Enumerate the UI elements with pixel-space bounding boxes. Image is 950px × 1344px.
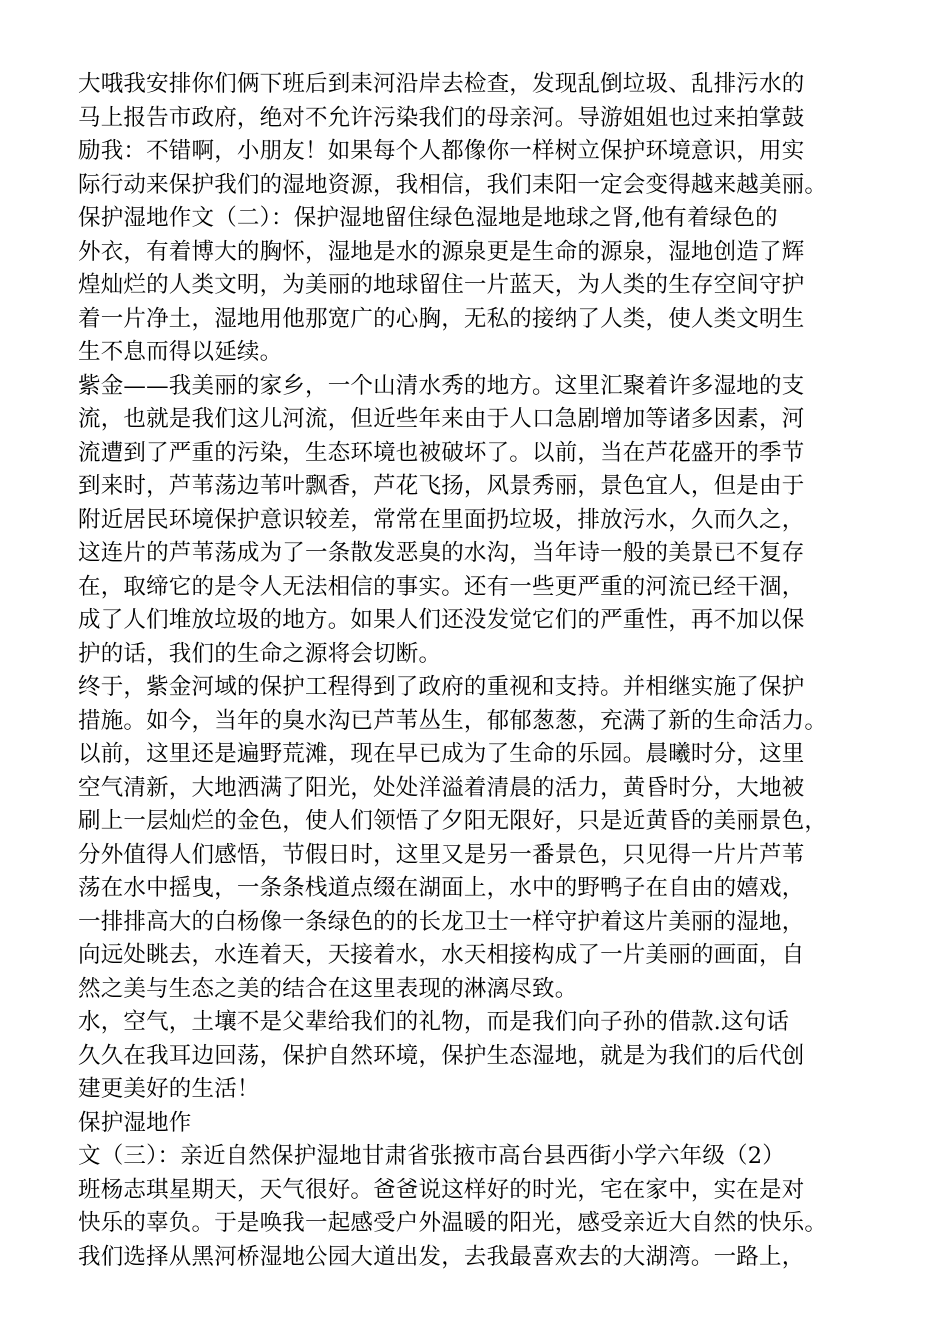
text-line: 成了人们堆放垃圾的地方。如果人们还没发觉它们的严重性，再不加以保 bbox=[78, 607, 805, 633]
text-line: 附近居民环境保护意识较差，常常在里面扔垃圾，排放污水，久而久之， bbox=[78, 506, 805, 533]
document-page bbox=[78, 68, 918, 1274]
text-line: 一排排高大的白杨像一条绿色的的长龙卫士一样守护着这片美丽的湿地， bbox=[78, 908, 805, 935]
text-line: 保护湿地作 bbox=[78, 1109, 192, 1136]
text-line: 水，空气，土壤不是父辈给我们的礼物，而是我们向子孙的借款.这句话 bbox=[78, 1009, 790, 1035]
text-line: 我们选择从黑河桥湿地公园大道出发，去我最喜欢去的大湖湾。一路上， bbox=[78, 1243, 805, 1270]
text-line: 流遭到了严重的污染，生态环境也被破坏了。以前，当在芦花盛开的季节 bbox=[78, 439, 805, 466]
text-line: 建更美好的生活！ bbox=[78, 1076, 260, 1102]
text-line: 以前，这里还是遍野荒滩，现在早已成为了生命的乐园。晨曦时分，这里 bbox=[78, 741, 805, 767]
text-line: 励我：不错啊，小朋友！如果每个人都像你一样树立保护环境意识，用实 bbox=[78, 138, 805, 164]
text-line: 荡在水中摇曳，一条条栈道点缀在湖面上，水中的野鸭子在自由的嬉戏， bbox=[78, 875, 805, 901]
text-line: 快乐的辜负。于是唤我一起感受户外温暖的阳光，感受亲近大自然的快乐。 bbox=[78, 1210, 828, 1236]
text-line: 际行动来保护我们的湿地资源，我相信，我们耒阳一定会变得越来越美丽。 bbox=[78, 171, 828, 198]
text-line: 刷上一层灿烂的金色，使人们领悟了夕阳无限好，只是近黄昏的美丽景色， bbox=[78, 808, 828, 834]
text-line: 向远处眺去，水连着天，天接着水，水天相接构成了一片美丽的画面，自 bbox=[78, 942, 805, 968]
text-line: 这连片的芦苇荡成为了一条散发恶臭的水沟，当年诗一般的美景已不复存 bbox=[78, 540, 805, 566]
text-line: 护的话，我们的生命之源将会切断。 bbox=[78, 640, 442, 667]
text-line: 保护湿地作文（二）：保护湿地留住绿色湿地是地球之肾,他有着绿色的 bbox=[78, 205, 778, 231]
text-line: 煌灿烂的人类文明，为美丽的地球留住一片蓝天，为人类的生存空间守护 bbox=[78, 272, 805, 298]
text-line: 大哦我安排你们俩下班后到耒河沿岸去检查，发现乱倒垃圾、乱排污水的 bbox=[78, 71, 805, 97]
text-line: 空气清新，大地洒满了阳光，处处洋溢着清晨的活力，黄昏时分，大地被 bbox=[78, 774, 805, 801]
text-line: 生不息而得以延续。 bbox=[78, 339, 283, 365]
text-line: 文（三）：亲近自然保护湿地甘肃省张掖市高台县西街小学六年级（2） bbox=[78, 1143, 785, 1169]
text-line: 着一片净土，湿地用他那宽广的心胸，无私的接纳了人类，使人类文明生 bbox=[78, 305, 805, 332]
text-line: 紫金——我美丽的家乡，一个山清水秀的地方。这里汇聚着许多湿地的支 bbox=[78, 372, 805, 399]
text-line: 马上报告市政府，绝对不允许污染我们的母亲河。导游姐姐也过来拍掌鼓 bbox=[78, 104, 805, 131]
text-line: 到来时，芦苇荡边苇叶飘香，芦花飞扬，风景秀丽，景色宜人，但是由于 bbox=[78, 473, 805, 499]
text-line: 久久在我耳边回荡，保护自然环境，保护生态湿地，就是为我们的后代创 bbox=[78, 1042, 805, 1069]
text-line: 班杨志琪星期天，天气很好。爸爸说这样好的时光，宅在家中，实在是对 bbox=[78, 1176, 805, 1203]
text-line: 终于，紫金河域的保护工程得到了政府的重视和支持。并相继实施了保护 bbox=[78, 674, 805, 700]
text-line: 外衣，有着博大的胸怀，湿地是水的源泉更是生命的源泉，湿地创造了辉 bbox=[78, 238, 805, 265]
text-line: 分外值得人们感悟，节假日时，这里又是另一番景色，只见得一片片芦苇 bbox=[78, 841, 805, 868]
text-line: 然之美与生态之美的结合在这里表现的淋漓尽致。 bbox=[78, 975, 578, 1002]
text-line: 流，也就是我们这儿河流，但近些年来由于人口急剧增加等诸多因素，河 bbox=[78, 406, 805, 432]
text-line: 措施。如今，当年的臭水沟已芦苇丛生，郁郁葱葱，充满了新的生命活力。 bbox=[78, 707, 828, 734]
text-line: 在，取缔它的是令人无法相信的事实。还有一些更严重的河流已经干涸， bbox=[78, 573, 805, 600]
